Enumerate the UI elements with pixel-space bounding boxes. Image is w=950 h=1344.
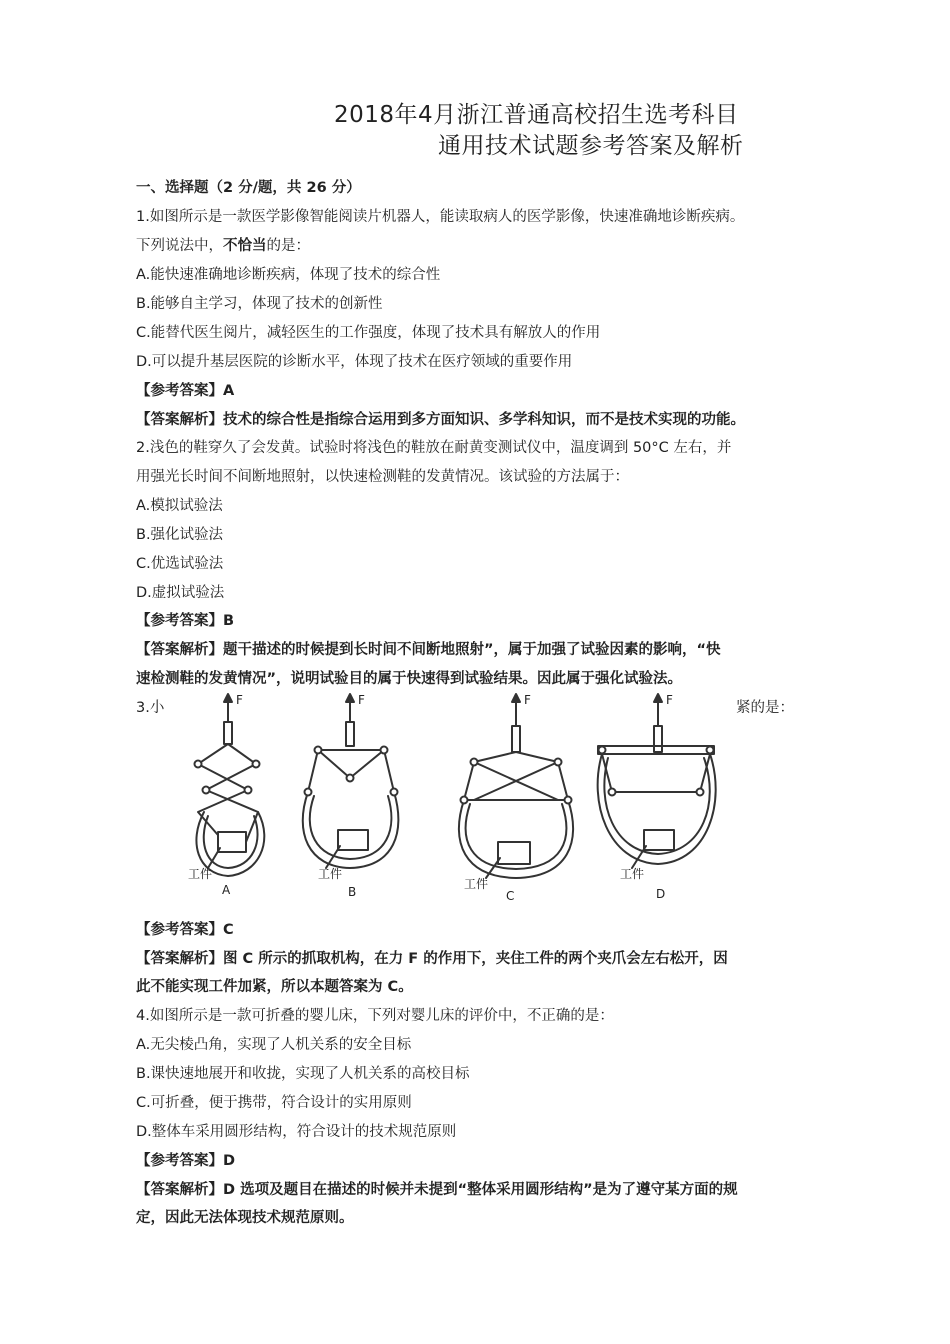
workpiece-label-b: 工件 [318, 867, 343, 881]
q2-option-b: B.强化试验法 [136, 527, 224, 543]
q3-analysis-line2: 此不能实现工件加紧，所以本题答案为 C。 [136, 979, 413, 995]
force-label-a: F [236, 693, 243, 707]
q4-option-d: D.整体车采用圆形结构，符合设计的技术规范原则 [136, 1124, 457, 1140]
section-heading: 一、选择题（2 分/题，共 26 分） [136, 180, 361, 196]
q3-answer: 【参考答案】C [136, 922, 234, 938]
q4-answer: 【参考答案】D [136, 1153, 236, 1169]
q4-option-b: B.课快速地展开和收拢，实现了人机关系的高校目标 [136, 1066, 470, 1082]
document-title-line1: 2018年4月浙江普通高校招生选考科目 [334, 102, 739, 128]
mechanism-a [195, 694, 265, 876]
q1-stem-line2 [136, 236, 816, 256]
q2-answer: 【参考答案】B [136, 613, 235, 629]
document-title-line2: 通用技术试题参考答案及解析 [438, 133, 744, 159]
force-label-b: F [358, 693, 365, 707]
mechanism-c [459, 694, 573, 878]
q1-stem-line1: 1.如图所示是一款医学影像智能阅读片机器人，能读取病人的医学影像，快速准确地诊断疾病。 [136, 209, 745, 225]
q1-stem-pre: 下列说法中， [136, 238, 223, 254]
q2-option-d: D.虚拟试验法 [136, 585, 225, 601]
workpiece-label-d: 工件 [620, 867, 645, 881]
q2-analysis-line1: 【答案解析】题干描述的时候提到长时间不间断地照射”，属于加强了试验因素的影响，“快 [136, 642, 721, 658]
q1-option-a: A.能快速准确地诊断疾病，体现了技术的综合性 [136, 267, 441, 283]
q1-answer: 【参考答案】A [136, 383, 235, 399]
gripper-mechanism-figure [168, 692, 730, 909]
option-letter-c: C [506, 889, 515, 903]
workpiece-label-c: 工件 [464, 877, 489, 891]
q2-option-a: A.模拟试验法 [136, 498, 223, 514]
q2-stem-line2: 用强光长时间不间断地照射，以快速检测鞋的发黄情况。该试验的方法属于： [136, 469, 629, 485]
q1-option-b: B.能够自主学习，体现了技术的创新性 [136, 296, 383, 312]
q2-stem-line1: 2.浅色的鞋穿久了会发黄。试验时将浅色的鞋放在耐黄变测试仪中，温度调到 50°C 左右，并 [136, 440, 732, 456]
mechanism-b [303, 694, 399, 868]
option-letter-d: D [656, 887, 666, 901]
mechanism-d [598, 694, 716, 868]
q4-analysis-line2: 定，因此无法体现技术规范原则。 [136, 1210, 354, 1226]
q4-option-a: A.无尖棱凸角，实现了人机关系的安全目标 [136, 1037, 412, 1053]
q1-stem-emphasis: 不恰当 [223, 238, 267, 254]
q1-stem-post: 的是： [266, 238, 310, 254]
q1-option-d: D.可以提升基层医院的诊断水平，体现了技术在医疗领域的重要作用 [136, 354, 573, 370]
q2-analysis-line2: 速检测鞋的发黄情况”，说明试验目的属于快速得到试验结果。因此属于强化试验法。 [136, 671, 683, 687]
q2-option-c: C.优选试验法 [136, 556, 224, 572]
force-label-c: F [524, 693, 531, 707]
q1-option-c: C.能替代医生阅片，减轻医生的工作强度，体现了技术具有解放人的作用 [136, 325, 601, 341]
q3-stem-right: 紧的是： [736, 700, 794, 716]
option-letter-a: A [222, 883, 231, 897]
q1-analysis: 【答案解析】技术的综合性是指综合运用到多方面知识、多学科知识，而不是技术实现的功能。 [136, 412, 745, 428]
q4-analysis-line1: 【答案解析】D 选项及题目在描述的时候并未提到“整体采用圆形结构”是为了遵守某方面的规 [136, 1182, 738, 1198]
gripper-diagram [168, 692, 730, 909]
workpiece-label-a: 工件 [188, 867, 213, 881]
q3-analysis-line1: 【答案解析】图 C 所示的抓取机构，在力 F 的作用下，夹住工件的两个夹爪会左右松开，因 [136, 951, 728, 967]
q3-stem-left: 3.小 [136, 700, 165, 716]
option-letter-b: B [348, 885, 357, 899]
force-label-d: F [666, 693, 673, 707]
q4-option-c: C.可折叠，便于携带，符合设计的实用原则 [136, 1095, 412, 1111]
q4-stem: 4.如图所示是一款可折叠的婴儿床，下列对婴儿床的评价中，不正确的是： [136, 1008, 614, 1024]
